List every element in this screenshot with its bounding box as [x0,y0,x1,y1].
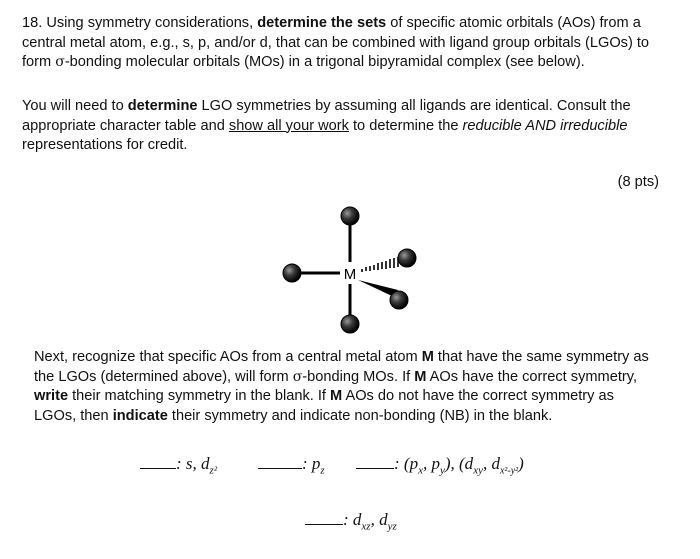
next-bold-M2: M [414,368,427,385]
q-text-3a: form [22,54,56,70]
instr-h: representations for credit. [22,137,188,153]
next-n: their symmetry and indicate non-bonding (NB) in the blank. [167,407,553,424]
instr-a: You will need to [22,98,128,114]
instruction-text [22,97,682,156]
q-text-1a: 18. Using symmetry considerations, [22,15,258,31]
blank-row-pz: : $p_z$ [258,454,325,476]
blank-row-pxpy-dxy: : ($p_x$, $p_y$), ($d_{xy}$, $d_{x^2-y^2}$) [356,454,524,476]
ligand-back-right [398,249,416,267]
ligand-front-right [390,291,408,309]
trigonal-bipyramidal-diagram [270,196,440,346]
answer-blank-1[interactable] [140,455,176,469]
question-text [22,14,682,73]
next-bold-M3: M [330,388,343,404]
q-bold-determine-sets: determine the sets [257,15,387,31]
sigma-symbol: σ [55,54,65,70]
q-text-3b: -bonding molecular orbitals (MOs) in a trigonal bipyramidal complex (see below). [64,54,585,70]
answer-blank-3[interactable] [356,455,394,469]
points-label: (8 pts) [617,174,659,190]
next-i: their matching symmetry in the blank. If [68,388,331,404]
next-bold-M1: M [421,349,434,365]
next-g: AOs have the correct symmetry, [426,368,637,385]
blank-row-s-dz2: : s, $d_{z^2}$ [140,454,217,476]
instr-bold-determine: determine [127,98,198,114]
ligand-top [341,207,359,225]
ligand-left [283,264,301,282]
next-k: AOs do not have the correct symmetry as [342,388,614,404]
sigma-symbol-2: σ [292,368,303,385]
blank-row-dxz-dyz: : $d_{xz}$, $d_{yz}$ [305,510,397,532]
q-text-2: central metal atom, e.g., s, p, and/or d, that can be combined with ligand group orbitals (LGOs) to [22,34,650,51]
instr-underline-show-work: show all your work [228,117,349,134]
instr-c: LGO symmetries by assuming all ligands are identical. Consult the [197,98,631,114]
next-l: LGOs, then [34,407,113,424]
next-e: -bonding MOs. If [302,368,415,385]
answer-blank-2[interactable] [258,455,302,469]
instr-d: appropriate character table and [22,117,229,134]
next-bold-indicate: indicate [112,407,168,424]
next-paragraph [34,348,682,426]
instr-f: to determine the [348,117,463,134]
next-d: the LGOs (determined above), will form [34,368,293,385]
answer-blank-4[interactable] [305,511,343,525]
ligand-bottom [341,315,359,333]
q-text-1c: of specific atomic orbitals (AOs) from a [386,15,641,31]
metal-label: M [343,266,357,283]
instr-italic-reducible: reducible AND irreducible [462,117,628,134]
next-bold-write: write [34,388,69,404]
next-c: that have the same symmetry as [433,349,649,365]
hashed-bond [362,257,398,272]
next-a: Next, recognize that specific AOs from a central metal atom [34,349,422,365]
